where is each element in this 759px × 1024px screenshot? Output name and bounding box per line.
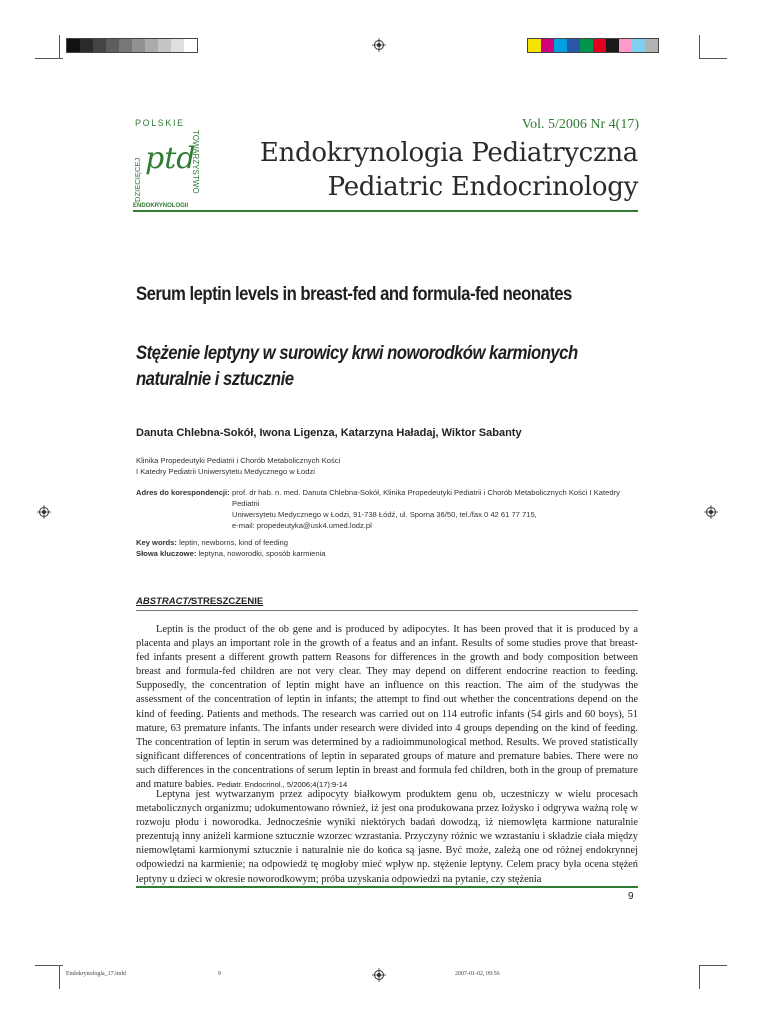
color-swatch bbox=[132, 39, 145, 52]
correspondence-address bbox=[232, 487, 642, 531]
citation: Pediatr. Endocrinol., 5/2006;4(17):9-14 bbox=[216, 780, 348, 790]
abstract-heading-en: ABSTRACT/ bbox=[136, 596, 191, 607]
registration-mark-icon bbox=[372, 38, 386, 52]
logo-bottom-text: ENDOKRYNOLOGII bbox=[133, 203, 189, 208]
slug-page: 9 bbox=[218, 971, 221, 977]
registration-mark-icon bbox=[372, 968, 386, 982]
volume-label: Vol. 5/2006 Nr 4(17) bbox=[521, 117, 639, 132]
affiliation-line: Klinika Propedeutyki Pediatrii i Chorób Metabolicznych Kości bbox=[136, 456, 341, 465]
slug-date: 2007-01-02, 09:56 bbox=[455, 971, 500, 977]
crop-mark bbox=[59, 35, 60, 59]
cmyk-color-bar bbox=[527, 38, 659, 53]
keywords-pl-label: Słowa kluczowe: bbox=[136, 549, 197, 558]
keywords-en: leptin, newborns, kind of feeding bbox=[179, 538, 288, 547]
correspondence-label: Adres do korespondencji: bbox=[136, 488, 230, 497]
crop-mark bbox=[699, 35, 700, 59]
keywords-label: Key words: bbox=[136, 538, 177, 547]
color-swatch bbox=[528, 39, 541, 52]
page-number: 9 bbox=[628, 891, 634, 902]
affiliation bbox=[136, 455, 340, 477]
keywords bbox=[136, 537, 326, 559]
color-swatch bbox=[554, 39, 567, 52]
color-swatch bbox=[593, 39, 606, 52]
journal-title-pl: Endokrynologia Pediatryczna bbox=[259, 138, 638, 168]
article-title-en: Serum leptin levels in breast-fed and formula-fed neonates bbox=[136, 284, 572, 305]
color-swatch bbox=[145, 39, 158, 52]
authors: Danuta Chlebna-Sokół, Iwona Ligenza, Katarzyna Haładaj, Wiktor Sabanty bbox=[136, 427, 522, 439]
logo-right-text: TOWARZYSTWO bbox=[191, 130, 200, 194]
abstract-heading bbox=[136, 596, 263, 607]
abstract-pl bbox=[136, 788, 638, 887]
crop-mark bbox=[59, 965, 60, 989]
correspondence-line: Uniwersytetu Medycznego w Łodzi, 91-738 Łódź, ul. Sporna 36/50, tel./fax 0 42 61 77 715, bbox=[232, 510, 537, 519]
color-swatch bbox=[119, 39, 132, 52]
journal-title-en: Pediatric Endocrinology bbox=[327, 172, 638, 202]
crop-mark bbox=[699, 58, 727, 59]
registration-mark-icon bbox=[704, 505, 718, 519]
abstract-en-text: Leptin is the product of the ob gene and is produced by adipocytes. It has been proved that it is produced by a placenta and plays an important role in the growth of a featus and an infant. Results of some studies prove that breast-fed infants present a different growth pattern Reasons for differences in the growth and body composition between breast and formula-fed children are not very clear. They may depend on different endocrine reaction to feeding. Supposedly, the concentration of leptin might have an influence on this reaction. The aim of the studywas the assessment of the concentration of leptin in infants; the attempt to find out whether the concentrations depend on the kind of feeding. Patients and methods. The research was carried out on 114 eutrofic infants (54 girls and 60 boys), 51 mature, 63 premature infants. The infants under research were divided into 4 groups depending on the kind of feeding. The concentration of leptin in serum was determined by a radioimmunological method. Results. We proved statistically significant differences of concentrations of leptin in separated groups of mature and premature babies. There were no such differences in the concentrations of serum leptin in breast and formula fed children, both in the group of premature and mature babies. bbox=[136, 624, 638, 791]
abstract-en bbox=[136, 623, 638, 792]
article-title-pl: Stężenie leptyny w surowicy krwi noworodków karmionych naturalnie i sztucznie bbox=[136, 343, 578, 390]
footer-rule bbox=[136, 886, 638, 888]
color-swatch bbox=[171, 39, 184, 52]
abstract-rule bbox=[136, 610, 638, 611]
grayscale-color-bar bbox=[66, 38, 198, 53]
color-swatch bbox=[619, 39, 632, 52]
logo-left-text: DZIECIĘCEJ bbox=[133, 157, 142, 202]
abstract-pl-text: Leptyna jest wytwarzanym przez adipocyty białkowym produktem genu ob, uczestniczy w wielu procesach metabolicznych organizmu; udokumentowano również, iż jest ona produkowana przez łożysko i odgrywa ważną rolę w rozwoju płodu i noworodka. Jednocześnie wyniki niektórych badań dowodzą, iż niemowlęta karmione naturalnie prezentują inny aniżeli karmione sztucznie wzorzec wzrastania. Przyczyny różnic we wzrastaniu i składzie ciała między niemowlętami karmionymi sztucznie i naturalnie nie do końca są jasne. Być może, zależą one od różnej endokrynnej odpowiedzi na karmienie; na odpowiedź tę mogłoby mieć wpływ np. stężenie leptyny. Celem pracy była ocena stężeń leptyny u dzieci w okresie noworodkowym; próba uzyskania odpowiedzi na pytanie, czy stężenia bbox=[136, 789, 638, 885]
header-rule bbox=[133, 210, 638, 212]
correspondence-line: e-mail: propedeutyka@usk4.umed.lodz.pl bbox=[232, 521, 372, 530]
registration-mark-icon bbox=[37, 505, 51, 519]
keywords-pl: leptyna, noworodki, sposób karmienia bbox=[198, 549, 326, 558]
abstract-heading-pl: STRESZCZENIE bbox=[190, 596, 264, 607]
color-swatch bbox=[541, 39, 554, 52]
color-swatch bbox=[632, 39, 645, 52]
logo-top-text: POLSKIE bbox=[135, 118, 185, 128]
color-swatch bbox=[567, 39, 580, 52]
color-swatch bbox=[93, 39, 106, 52]
slug-file: Endokrynologia_17.indd bbox=[66, 971, 126, 977]
correspondence-line: prof. dr hab. n. med. Danuta Chlebna-Sokół, Klinika Propedeutyki Pediatrii i Chorób Metabolicznych Kości I Katedry Pediatrii bbox=[232, 488, 620, 508]
logo-monogram: ptd bbox=[145, 141, 196, 176]
society-logo bbox=[133, 116, 203, 208]
color-swatch bbox=[106, 39, 119, 52]
crop-mark bbox=[699, 965, 700, 989]
color-swatch bbox=[158, 39, 171, 52]
color-swatch bbox=[67, 39, 80, 52]
color-swatch bbox=[184, 39, 197, 52]
color-swatch bbox=[80, 39, 93, 52]
color-swatch bbox=[645, 39, 658, 52]
crop-mark bbox=[699, 965, 727, 966]
affiliation-line: I Katedry Pediatrii Uniwersytetu Medycznego w Łodzi bbox=[136, 467, 315, 476]
color-swatch bbox=[580, 39, 593, 52]
color-swatch bbox=[606, 39, 619, 52]
